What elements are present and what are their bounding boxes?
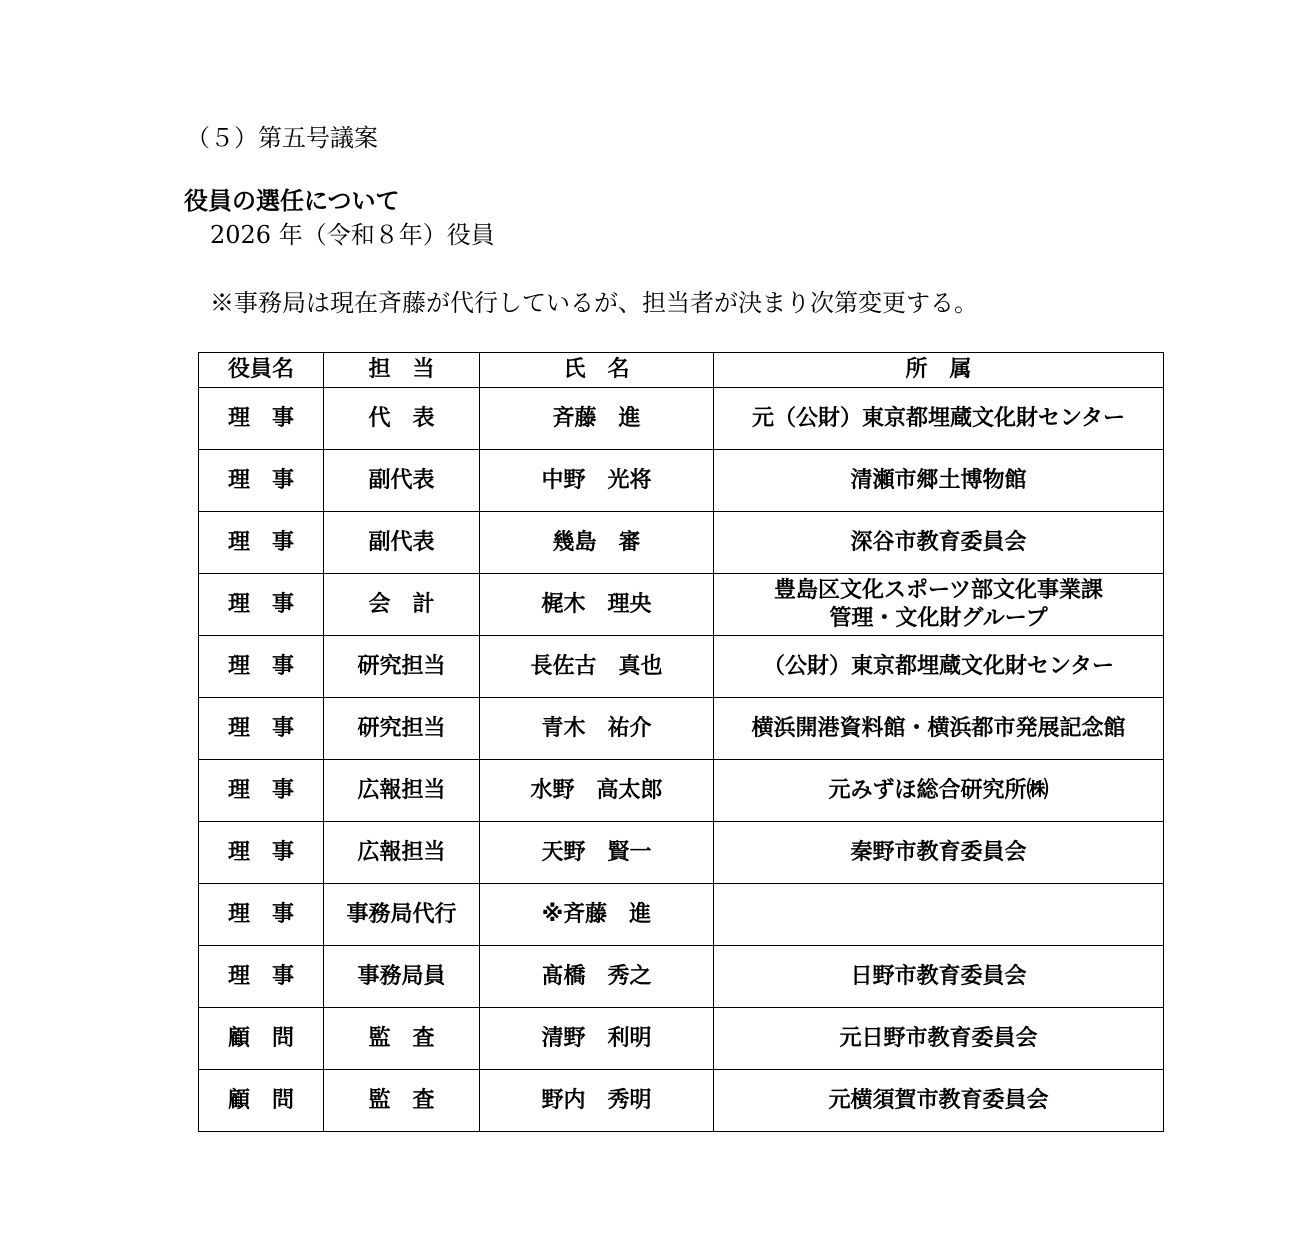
cell-duty: 会 計 <box>324 574 480 636</box>
cell-duty: 副代表 <box>324 512 480 574</box>
cell-role: 理 事 <box>199 946 324 1008</box>
cell-role: 理 事 <box>199 698 324 760</box>
table-row <box>199 698 1164 760</box>
cell-duty: 監 査 <box>324 1008 480 1070</box>
year-line: 2026 年（令和８年）役員 <box>210 221 495 249</box>
table-row <box>199 1008 1164 1070</box>
cell-affiliation: 豊島区文化スポーツ部文化事業課 管理・文化財グループ <box>714 574 1164 636</box>
table-row <box>199 760 1164 822</box>
cell-affiliation: 元みずほ総合研究所㈱ <box>714 760 1164 822</box>
cell-role: 理 事 <box>199 636 324 698</box>
cell-role: 理 事 <box>199 884 324 946</box>
header-duty: 担 当 <box>324 353 480 388</box>
cell-role: 理 事 <box>199 512 324 574</box>
cell-role: 理 事 <box>199 574 324 636</box>
cell-duty: 事務局代行 <box>324 884 480 946</box>
cell-affiliation <box>714 884 1164 946</box>
cell-affiliation: 深谷市教育委員会 <box>714 512 1164 574</box>
cell-name: 中野 光将 <box>480 450 714 512</box>
table-row <box>199 946 1164 1008</box>
cell-duty: 代 表 <box>324 388 480 450</box>
cell-role: 理 事 <box>199 760 324 822</box>
cell-duty: 広報担当 <box>324 760 480 822</box>
table-row <box>199 822 1164 884</box>
cell-role: 理 事 <box>199 450 324 512</box>
cell-name: 斉藤 進 <box>480 388 714 450</box>
table-row <box>199 512 1164 574</box>
cell-duty: 事務局員 <box>324 946 480 1008</box>
table-row <box>199 450 1164 512</box>
cell-role: 理 事 <box>199 388 324 450</box>
cell-name: 長佐古 真也 <box>480 636 714 698</box>
cell-affiliation: 元（公財）東京都埋蔵文化財センター <box>714 388 1164 450</box>
table-row <box>199 1070 1164 1132</box>
table-row <box>199 574 1164 636</box>
cell-affiliation: 日野市教育委員会 <box>714 946 1164 1008</box>
agenda-heading: （５）第五号議案 <box>186 124 378 152</box>
note-text: ※事務局は現在斉藤が代行しているが、担当者が決まり次第変更する。 <box>210 289 978 317</box>
cell-name: 水野 高太郎 <box>480 760 714 822</box>
section-title: 役員の選任について <box>184 187 400 215</box>
cell-name: 天野 賢一 <box>480 822 714 884</box>
cell-name: 青木 祐介 <box>480 698 714 760</box>
cell-affiliation: 元日野市教育委員会 <box>714 1008 1164 1070</box>
cell-role: 顧 問 <box>199 1008 324 1070</box>
cell-affiliation: 元横須賀市教育委員会 <box>714 1070 1164 1132</box>
table-row <box>199 884 1164 946</box>
cell-role: 理 事 <box>199 822 324 884</box>
cell-duty: 研究担当 <box>324 698 480 760</box>
cell-affiliation: 横浜開港資料館・横浜都市発展記念館 <box>714 698 1164 760</box>
cell-affiliation: 秦野市教育委員会 <box>714 822 1164 884</box>
cell-affiliation: 清瀬市郷土博物館 <box>714 450 1164 512</box>
cell-name: 清野 利明 <box>480 1008 714 1070</box>
cell-duty: 広報担当 <box>324 822 480 884</box>
cell-name: 幾島 審 <box>480 512 714 574</box>
table-row <box>199 636 1164 698</box>
table-row <box>199 388 1164 450</box>
header-name: 氏 名 <box>480 353 714 388</box>
header-affiliation: 所 属 <box>714 353 1164 388</box>
cell-affiliation: （公財）東京都埋蔵文化財センター <box>714 636 1164 698</box>
table-header-row <box>199 353 1164 388</box>
cell-name: 髙橋 秀之 <box>480 946 714 1008</box>
cell-name: ※斉藤 進 <box>480 884 714 946</box>
cell-duty: 研究担当 <box>324 636 480 698</box>
cell-role: 顧 問 <box>199 1070 324 1132</box>
header-role: 役員名 <box>199 353 324 388</box>
cell-name: 野内 秀明 <box>480 1070 714 1132</box>
cell-name: 梶木 理央 <box>480 574 714 636</box>
cell-duty: 監 査 <box>324 1070 480 1132</box>
officers-table <box>198 352 1164 1132</box>
cell-duty: 副代表 <box>324 450 480 512</box>
